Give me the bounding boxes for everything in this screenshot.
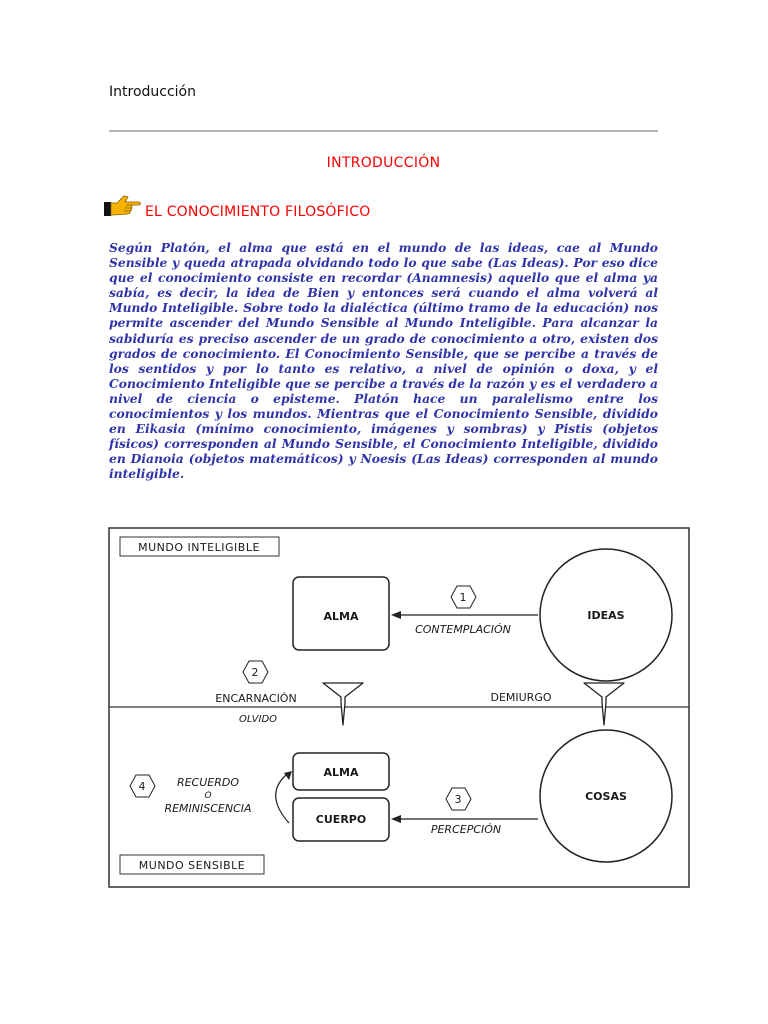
page-header: Introducción <box>109 84 196 100</box>
body-paragraph: Según Platón, el alma que está en el mundo de las ideas, cae al Mundo Sensible y queda atrapada olvidando todo lo que sabe (Las Ideas). Por eso dice que el conocimiento consiste en recordar (Anamnesis) aquello que el alma ya sabía, es decir, la idea de Bien y entonces será cuando el alma volverá al Mundo Inteligible. Sobre todo la dialéctica (último tramo de la educación) nos permite ascender del Mundo Sensible al Mundo Inteligible. Para alcanzar la sabiduría es preciso ascender de un grado de conocimiento a otro, existen dos grados de conocimiento. El Conocimiento Sensible, que se percibe a través de los sentidos y por lo tanto es relativo, a nivel de opinión o doxa, y el Conocimiento Inteligible que se percibe a través de la razón y es el verdadero a nivel de ciencia o episteme. Platón hace un paralelismo entre los conocimientos y los mundos. Mientras que el Conocimiento Sensible, dividido en Eikasia (mínimo conocimiento, imágenes y sombras) y Pistis (objetos físicos) corresponden al Mundo Sensible, el Conocimiento Inteligible, dividido en Dianoia (objetos matemáticos) y Noesis (Las Ideas) corresponden al mundo inteligible. <box>109 240 658 482</box>
cuerpo-label: CUERPO <box>315 813 367 826</box>
contemplacion-label: CONTEMPLACIÓN <box>415 623 511 636</box>
step-1-label: 1 <box>459 591 467 604</box>
recuerdo-label: RECUERDO <box>176 776 240 789</box>
main-title: INTRODUCCIÓN <box>326 155 441 171</box>
mundo-inteligible-label: MUNDO INTELIGIBLE <box>138 541 260 554</box>
encarnacion-label: ENCARNACIÓN <box>215 692 297 705</box>
plato-knowledge-diagram <box>108 527 690 888</box>
mundo-sensible-label: MUNDO SENSIBLE <box>138 859 246 872</box>
step-4-label: 4 <box>138 780 146 793</box>
step-3-label: 3 <box>454 793 462 806</box>
ideas-label: IDEAS <box>587 609 625 622</box>
reminiscencia-label: REMINISCENCIA <box>164 802 252 815</box>
alma-bottom-label: ALMA <box>323 766 359 779</box>
section-title: EL CONOCIMIENTO FILOSÓFICO <box>145 204 371 220</box>
pointing-hand-icon <box>104 195 142 217</box>
header-divider <box>109 130 658 132</box>
demiurgo-label: DEMIURGO <box>490 691 552 704</box>
alma-top-label: ALMA <box>323 610 359 623</box>
cosas-label: COSAS <box>585 790 627 803</box>
percepcion-label: PERCEPCIÓN <box>430 823 502 836</box>
olvido-label: OLVIDO <box>238 714 278 725</box>
step-2-label: 2 <box>251 666 259 679</box>
o-label: O <box>204 791 212 801</box>
